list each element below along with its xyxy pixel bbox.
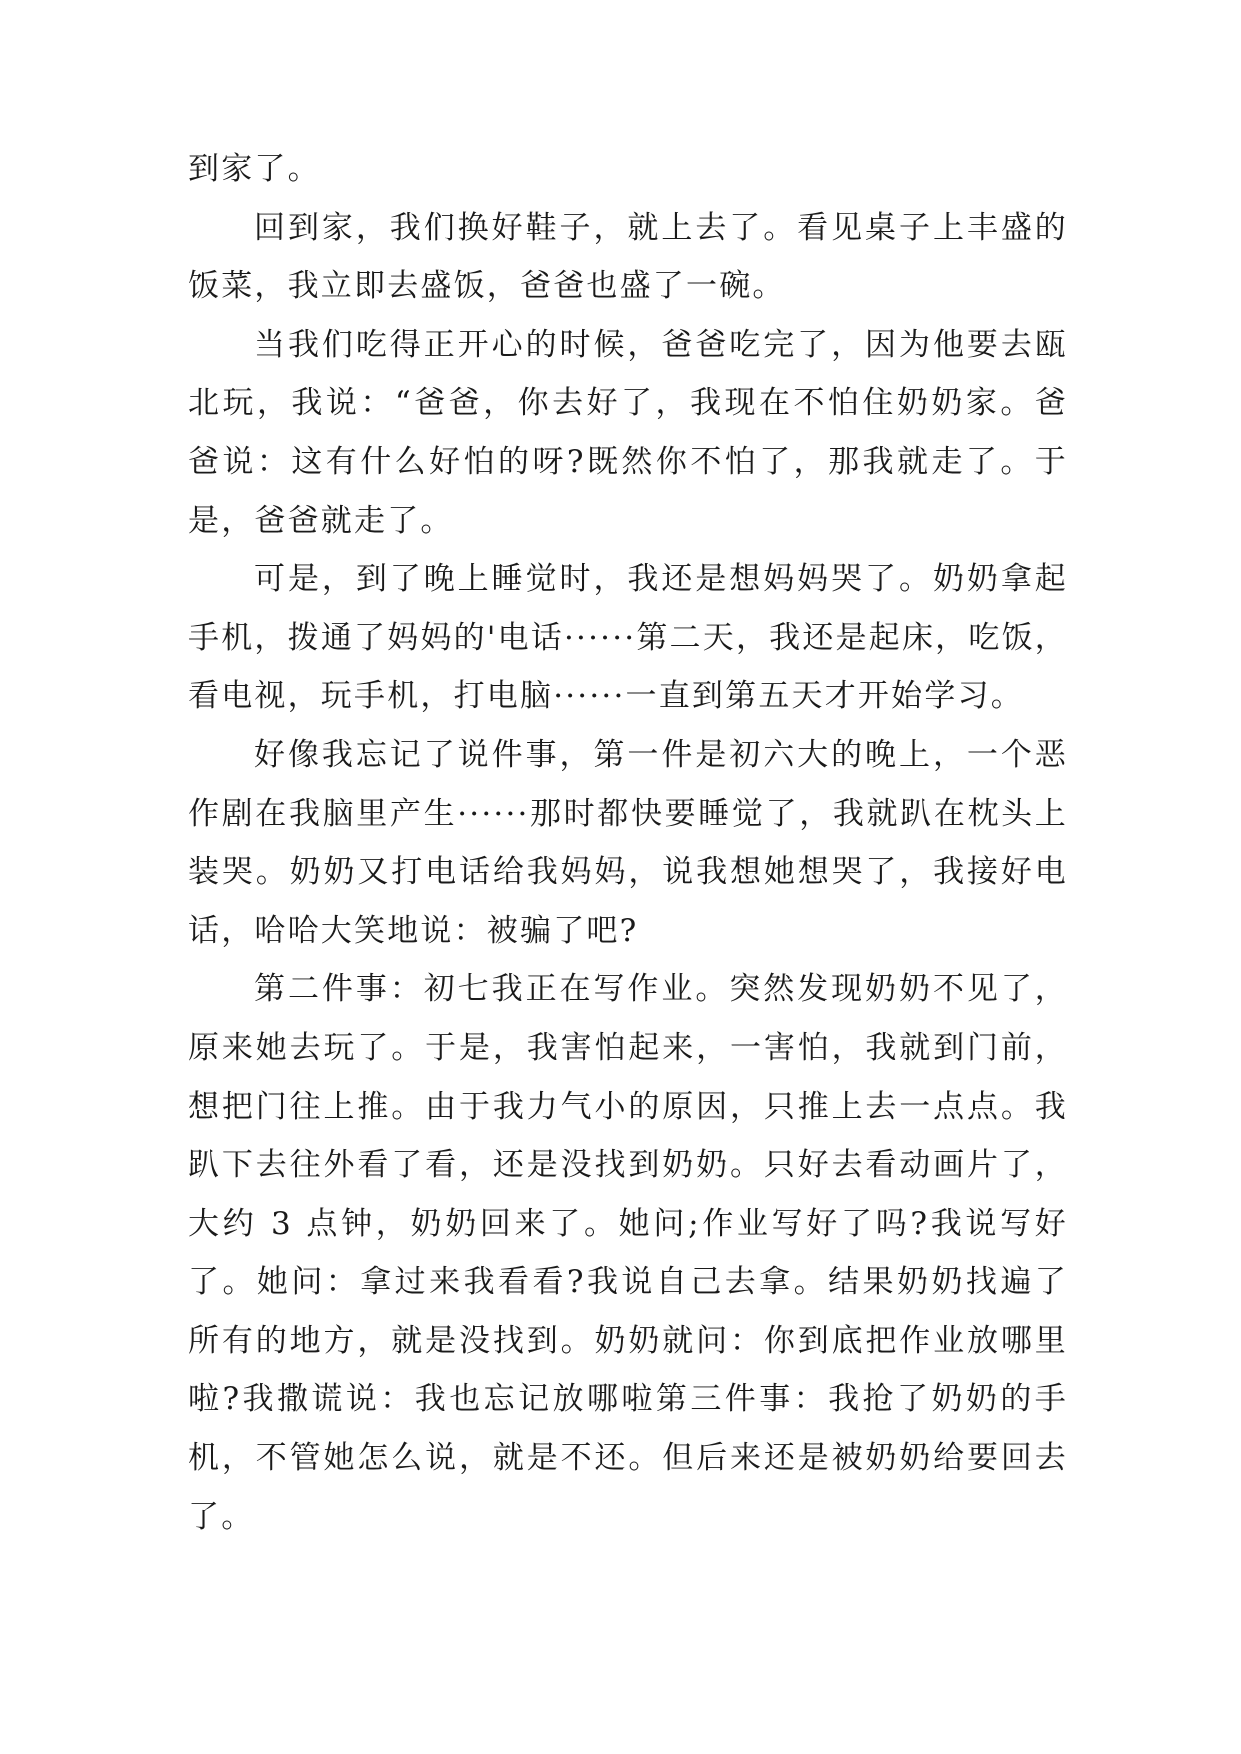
paragraph-5: 好像我忘记了说件事，第一件是初六大的晚上，一个恶作剧在我脑里产生······那时都快要睡觉了，我就趴在枕头上装哭。奶奶又打电话给我妈妈，说我想她想哭了，我接好电话，哈哈大笑地说：被骗了吧?: [188, 736, 1068, 949]
document-page: [188, 140, 1068, 1546]
paragraph-3: 当我们吃得正开心的时候，爸爸吃完了，因为他要去瓯北玩，我说：“爸爸，你去好了，我现在不怕住奶奶家。爸爸说：这有什么好怕的呀?既然你不怕了，那我就走了。于是，爸爸就走了。: [188, 326, 1068, 539]
paragraph-4: 可是，到了晚上睡觉时，我还是想妈妈哭了。奶奶拿起手机，拨通了妈妈的'电话······第二天，我还是起床，吃饭，看电视，玩手机，打电脑······一直到第五天才开始学习。: [188, 561, 1068, 715]
paragraph-6: 第二件事：初七我正在写作业。突然发现奶奶不见了，原来她去玩了。于是，我害怕起来，一害怕，我就到门前，想把门往上推。由于我力气小的原因，只推上去一点点。我趴下去往外看了看，还是没找到奶奶。只好去看动画片了，大约 3 点钟，奶奶回来了。她问;作业写好了吗?我说写好了。她问：拿过来我看看?我说自己去拿。结果奶奶找遍了所有的地方，就是没找到。奶奶就问：你到底把作业放哪里啦?我撒谎说：我也忘记放哪啦第三件事：我抢了奶奶的手机，不管她怎么说，就是不还。但后来还是被奶奶给要回去了。: [188, 971, 1068, 1535]
paragraph-1: 到家了。: [188, 151, 321, 187]
paragraph-2: 回到家，我们换好鞋子，就上去了。看见桌子上丰盛的饭菜，我立即去盛饭，爸爸也盛了一碗。: [188, 209, 1068, 305]
